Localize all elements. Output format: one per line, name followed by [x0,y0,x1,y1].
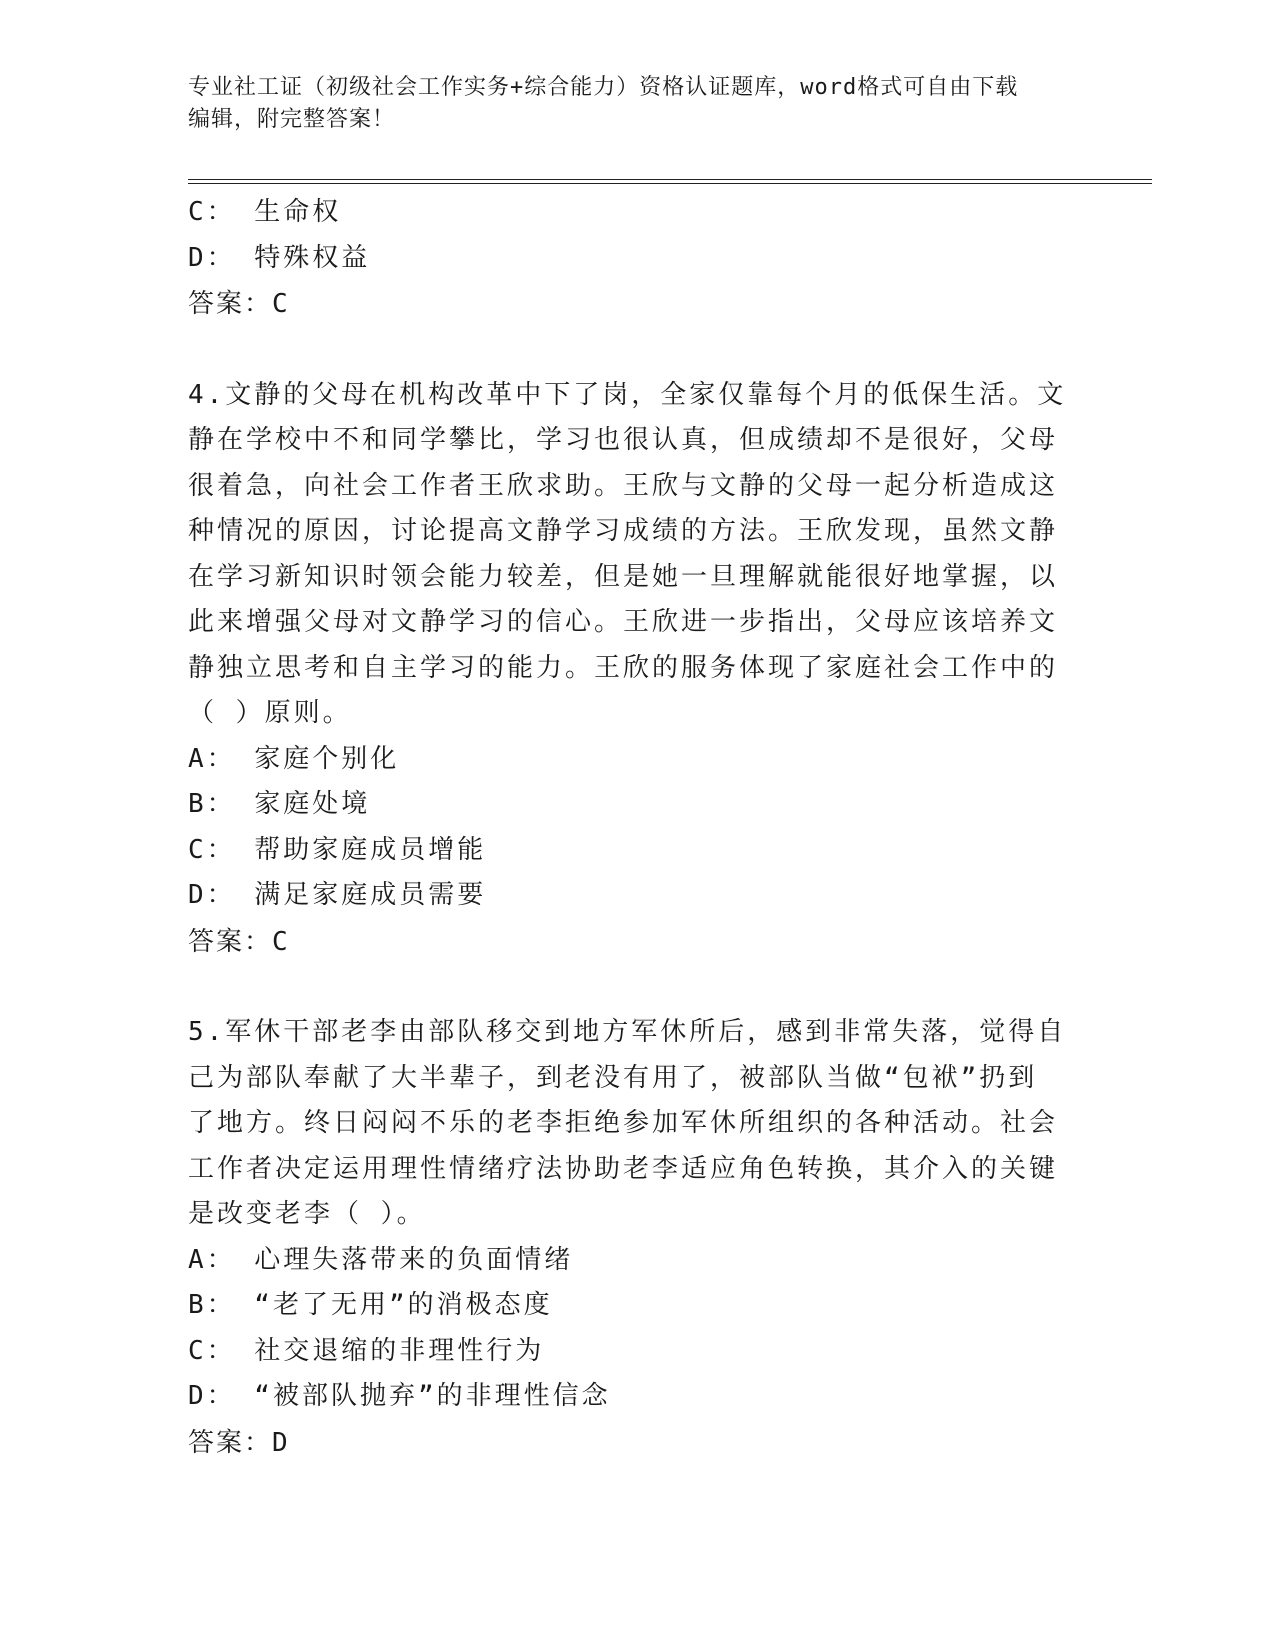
q4-option-b: B： 家庭处境 [188,789,371,819]
q5-option-b: B： “老了无用”的消极态度 [188,1290,553,1320]
q4-stem-line: （ ）原则。 [188,698,352,728]
header-divider-top [188,179,1152,180]
q4-option-a: A： 家庭个别化 [188,743,400,774]
q4-option-c: C： 帮助家庭成员增能 [188,834,487,865]
q5-option-a: A： 心理失落带来的负面情绪 [188,1244,574,1275]
q4-stem-line: 静在学校中不和同学攀比，学习也很认真，但成绩却不是很好，父母 [188,425,1059,455]
q5-stem-line: 工作者决定运用理性情绪疗法协助老李适应角色转换，其介入的关键 [188,1153,1059,1184]
header-divider-bottom [188,183,1152,184]
q4-stem-line: 在学习新知识时领会能力较差，但是她一旦理解就能很好地掌握，以 [188,561,1059,592]
q4-answer: 答案：C [188,926,290,957]
spacer [188,965,1068,1011]
q4-option-d: D： 满足家庭成员需要 [188,880,487,910]
q5-stem-line: 己为部队奉献了大半辈子，到老没有用了，被部队当做“包袱”扔到 [188,1062,1038,1093]
document-header [188,72,1088,136]
q3-option-c: C： 生命权 [188,197,342,227]
q5-stem-line: 5.军休干部老李由部队移交到地方军休所后，感到非常失落，觉得自 [188,1017,1067,1047]
q5-option-c: C： 社交退缩的非理性行为 [188,1335,545,1366]
question-3 [188,190,1068,327]
question-4 [188,373,1068,965]
q4-stem-line: 静独立思考和自主学习的能力。王欣的服务体现了家庭社会工作中的 [188,652,1059,683]
q4-stem-line: 此来增强父母对文静学习的信心。王欣进一步指出，父母应该培养文 [188,607,1059,637]
q5-stem-line: 是改变老李（ ）。 [188,1199,426,1229]
q3-option-d: D： 特殊权益 [188,242,371,273]
q5-answer: 答案：D [188,1427,290,1458]
header-line-1: 专业社工证（初级社会工作实务+综合能力）资格认证题库，word格式可自由下载 [188,75,1019,100]
question-5 [188,1010,1068,1466]
question-content [188,190,1068,1466]
q3-answer: 答案：C [188,289,290,319]
q4-stem-line: 4.文静的父母在机构改革中下了岗，全家仅靠每个月的低保生活。文 [188,379,1067,410]
header-line-2: 编辑，附完整答案！ [188,107,396,132]
q5-stem-line: 了地方。终日闷闷不乐的老李拒绝参加军休所组织的各种活动。社会 [188,1108,1059,1138]
spacer [188,327,1068,373]
q4-stem-line: 种情况的原因，讨论提高文静学习成绩的方法。王欣发现，虽然文静 [188,516,1059,546]
q4-stem-line: 很着急，向社会工作者王欣求助。王欣与文静的父母一起分析造成这 [188,470,1059,501]
q5-option-d: D： “被部队抛弃”的非理性信念 [188,1381,611,1411]
